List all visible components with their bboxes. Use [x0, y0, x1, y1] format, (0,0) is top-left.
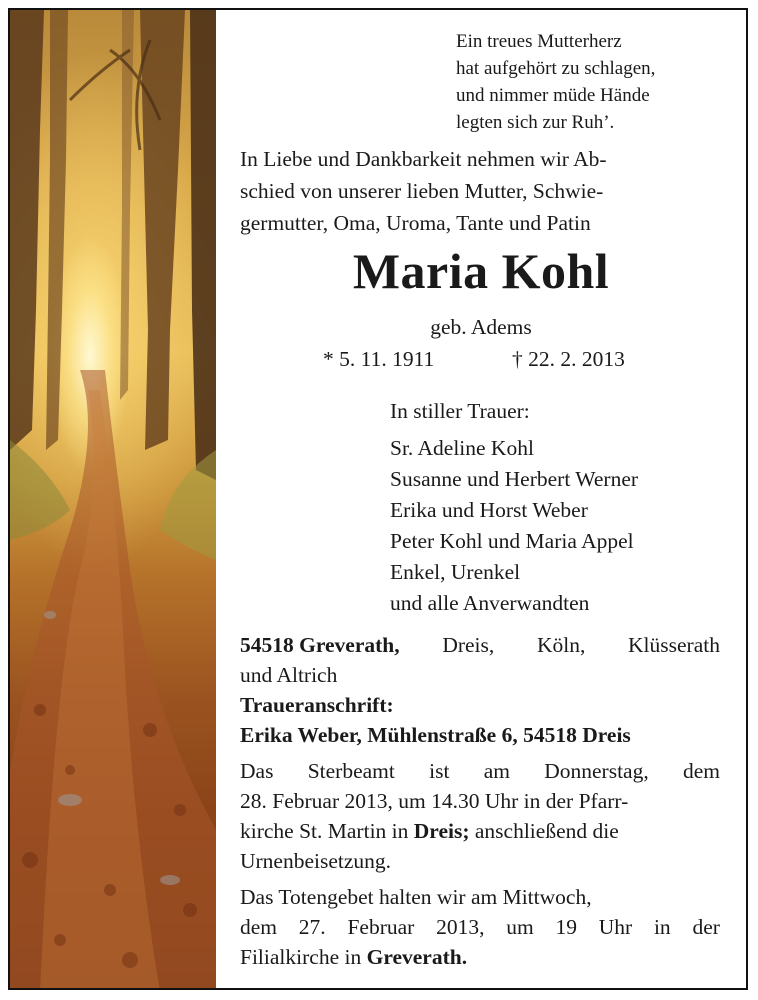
word: Donnerstag, — [544, 759, 649, 783]
mourners-list — [390, 396, 730, 619]
places-line-2: und Altrich — [240, 663, 338, 687]
maiden-name: geb. Adems — [430, 315, 532, 339]
death-date: † 22. 2. 2013 — [512, 347, 625, 371]
service-line-2: 28. Februar 2013, um 14.30 Uhr in der Pfarr- — [240, 789, 629, 813]
mourner-name: Susanne und Herbert Werner — [390, 467, 639, 491]
prayer-line-1: Das Totengebet halten wir am Mittwoch, — [240, 885, 592, 909]
obituary-notice — [8, 8, 748, 990]
mourner-name: und alle Anverwandten — [390, 591, 590, 615]
notice-details — [240, 630, 720, 972]
prayer-location: Greverath. — [366, 945, 468, 969]
word: dem — [682, 759, 720, 783]
verse-line: hat aufgehört zu schlagen, — [456, 58, 656, 79]
verse-line: und nimmer müde Hände — [456, 85, 650, 106]
service-line-1 — [240, 756, 720, 786]
place-name: Dreis, — [442, 633, 495, 657]
service-line-3 — [240, 816, 720, 846]
place-name: Köln, — [536, 633, 586, 657]
word: ist — [429, 759, 450, 783]
verse-line: Ein treues Mutterherz — [456, 31, 622, 52]
service-text: anschließend die — [469, 819, 619, 843]
word: am — [483, 759, 510, 783]
birth-date: * 5. 11. 1911 — [323, 347, 435, 371]
places-line — [240, 630, 720, 660]
word: dem — [240, 915, 278, 939]
word: in — [653, 915, 671, 939]
prayer-line-3 — [240, 942, 720, 972]
address-label: Traueranschrift: — [240, 693, 394, 717]
mourner-name: Erika und Horst Weber — [390, 498, 588, 522]
service-text: kirche St. Martin in — [240, 819, 414, 843]
farewell-intro — [240, 143, 720, 239]
service-line-4: Urnenbeisetzung. — [240, 849, 392, 873]
word: der — [692, 915, 720, 939]
forest-path-illustration — [10, 10, 216, 988]
mourner-name: Peter Kohl und Maria Appel — [390, 529, 634, 553]
intro-line: schied von unserer lieben Mutter, Schwie- — [240, 179, 604, 203]
intro-line: In Liebe und Dankbarkeit nehmen wir Ab- — [240, 147, 607, 171]
service-location: Dreis; — [413, 819, 470, 843]
mourners-heading: In stiller Trauer: — [390, 399, 530, 423]
mourner-name: Sr. Adeline Kohl — [390, 436, 534, 460]
memorial-verse — [456, 28, 746, 136]
forest-path-photo — [10, 10, 216, 988]
prayer-text: Filialkirche in — [240, 945, 367, 969]
place-name: Klüsserath — [628, 633, 720, 657]
word: Sterbeamt — [307, 759, 395, 783]
verse-line: legten sich zur Ruh’. — [456, 112, 615, 133]
deceased-name: Maria Kohl — [352, 243, 610, 299]
word: 27. — [298, 915, 326, 939]
word: um — [506, 915, 534, 939]
home-town: 54518 Greverath, — [240, 633, 400, 657]
word: Uhr — [598, 915, 633, 939]
word: Das — [240, 759, 274, 783]
mourning-address: Erika Weber, Mühlenstraße 6, 54518 Dreis — [240, 723, 631, 747]
word: 2013, — [436, 915, 485, 939]
prayer-line-2 — [240, 912, 720, 942]
mourner-name: Enkel, Urenkel — [390, 560, 521, 584]
word: Februar — [347, 915, 415, 939]
word: 19 — [555, 915, 577, 939]
intro-line: germutter, Oma, Uroma, Tante und Patin — [240, 211, 591, 235]
